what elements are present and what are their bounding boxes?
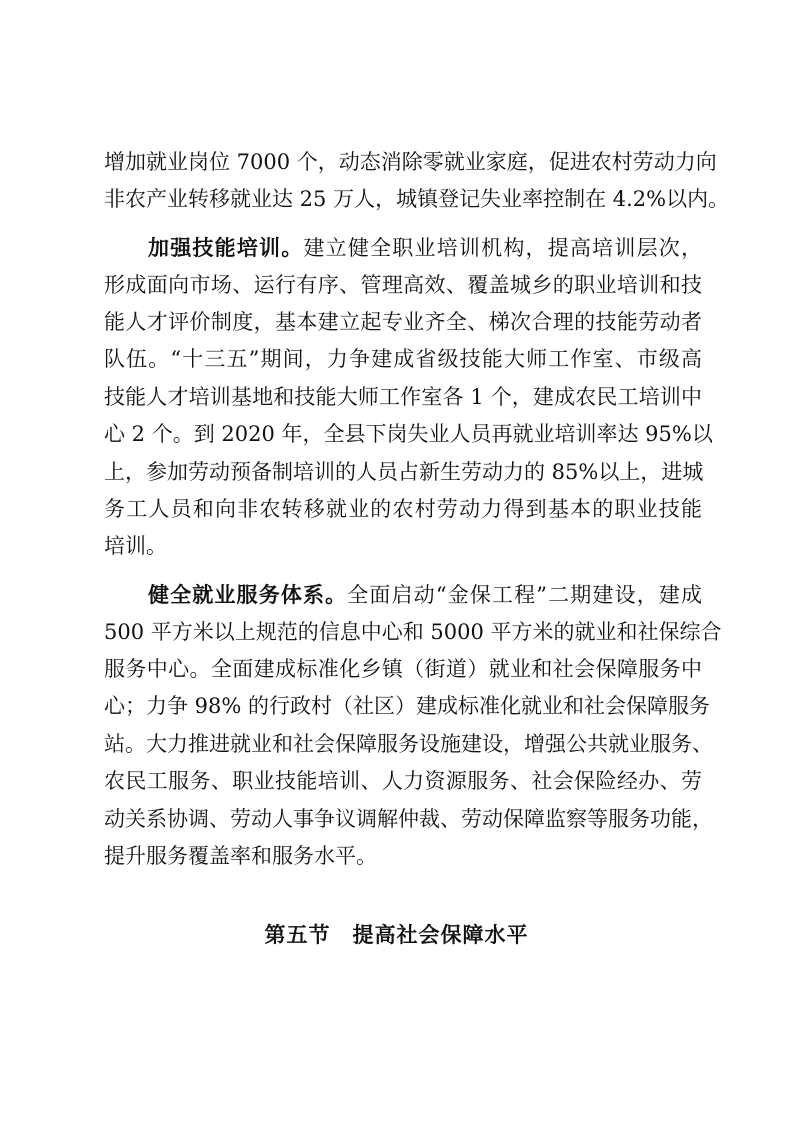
text-line: 上，参加劳动预备制培训的人员占新生劳动力的 85%以上，进城 — [104, 459, 704, 484]
paragraph — [104, 144, 730, 219]
text-line: 务工人员和向非农转移就业的农村劳动力得到基本的职业技能 — [104, 497, 702, 522]
paragraph-lead-heading: 加强技能培训。 — [148, 235, 304, 261]
text-line: 能人才评价制度，基本建立起专业齐全、梯次合理的技能劳动者 — [104, 310, 702, 335]
text-line: 500 平方米以上规范的信息中心和 5000 平方米的就业和社保综合 — [104, 619, 722, 644]
text-line — [104, 229, 702, 266]
text-line — [104, 576, 702, 613]
paragraph — [104, 576, 722, 875]
text-line: 队伍。“十三五”期间，力争建成省级技能大师工作室、市级高 — [104, 347, 702, 372]
text-line: 农民工服务、职业技能培训、人力资源服务、社会保险经办、劳 — [104, 769, 702, 794]
text-line: 站。大力推进就业和社会保障服务设施建设，增强公共就业服务、 — [104, 731, 713, 756]
text-line: 心 2 个。到 2020 年，全县下岗失业人员再就业培训率达 95%以 — [104, 422, 713, 447]
paragraph-lead-heading: 健全就业服务体系。 — [148, 582, 348, 608]
text-line: 非农产业转移就业达 25 万人，城镇登记失业率控制在 4.2%以内。 — [104, 187, 730, 212]
text-line: 提升服务覆盖率和服务水平。 — [104, 844, 377, 869]
text-line: 培训。 — [104, 534, 167, 559]
text-line: 增加就业岗位 7000 个，动态消除零就业家庭，促进农村劳动力向 — [104, 150, 717, 174]
text-line: 动关系协调、劳动人事争议调解仲裁、劳动保障监察等服务功能， — [104, 806, 713, 831]
text-line: 服务中心。全面建成标准化乡镇（街道）就业和社会保障服务中 — [104, 657, 702, 682]
paragraph — [104, 229, 713, 566]
text-line: 技能人才培训基地和技能大师工作室各 1 个，建成农民工培训中 — [104, 384, 702, 409]
document-body — [104, 144, 730, 875]
text-line: 形成面向市场、运行有序、管理高效、覆盖城乡的职业培训和技 — [104, 272, 702, 297]
section-heading: 第五节 提高社会保障水平 — [264, 922, 529, 947]
line-text: 全面启动“金保工程”二期建设，建成 — [347, 583, 702, 608]
text-line: 心；力争 98% 的行政村（社区）建成标准化就业和社会保障服务 — [104, 694, 711, 719]
line-text: 建立健全职业培训机构，提高培训层次， — [303, 236, 703, 261]
